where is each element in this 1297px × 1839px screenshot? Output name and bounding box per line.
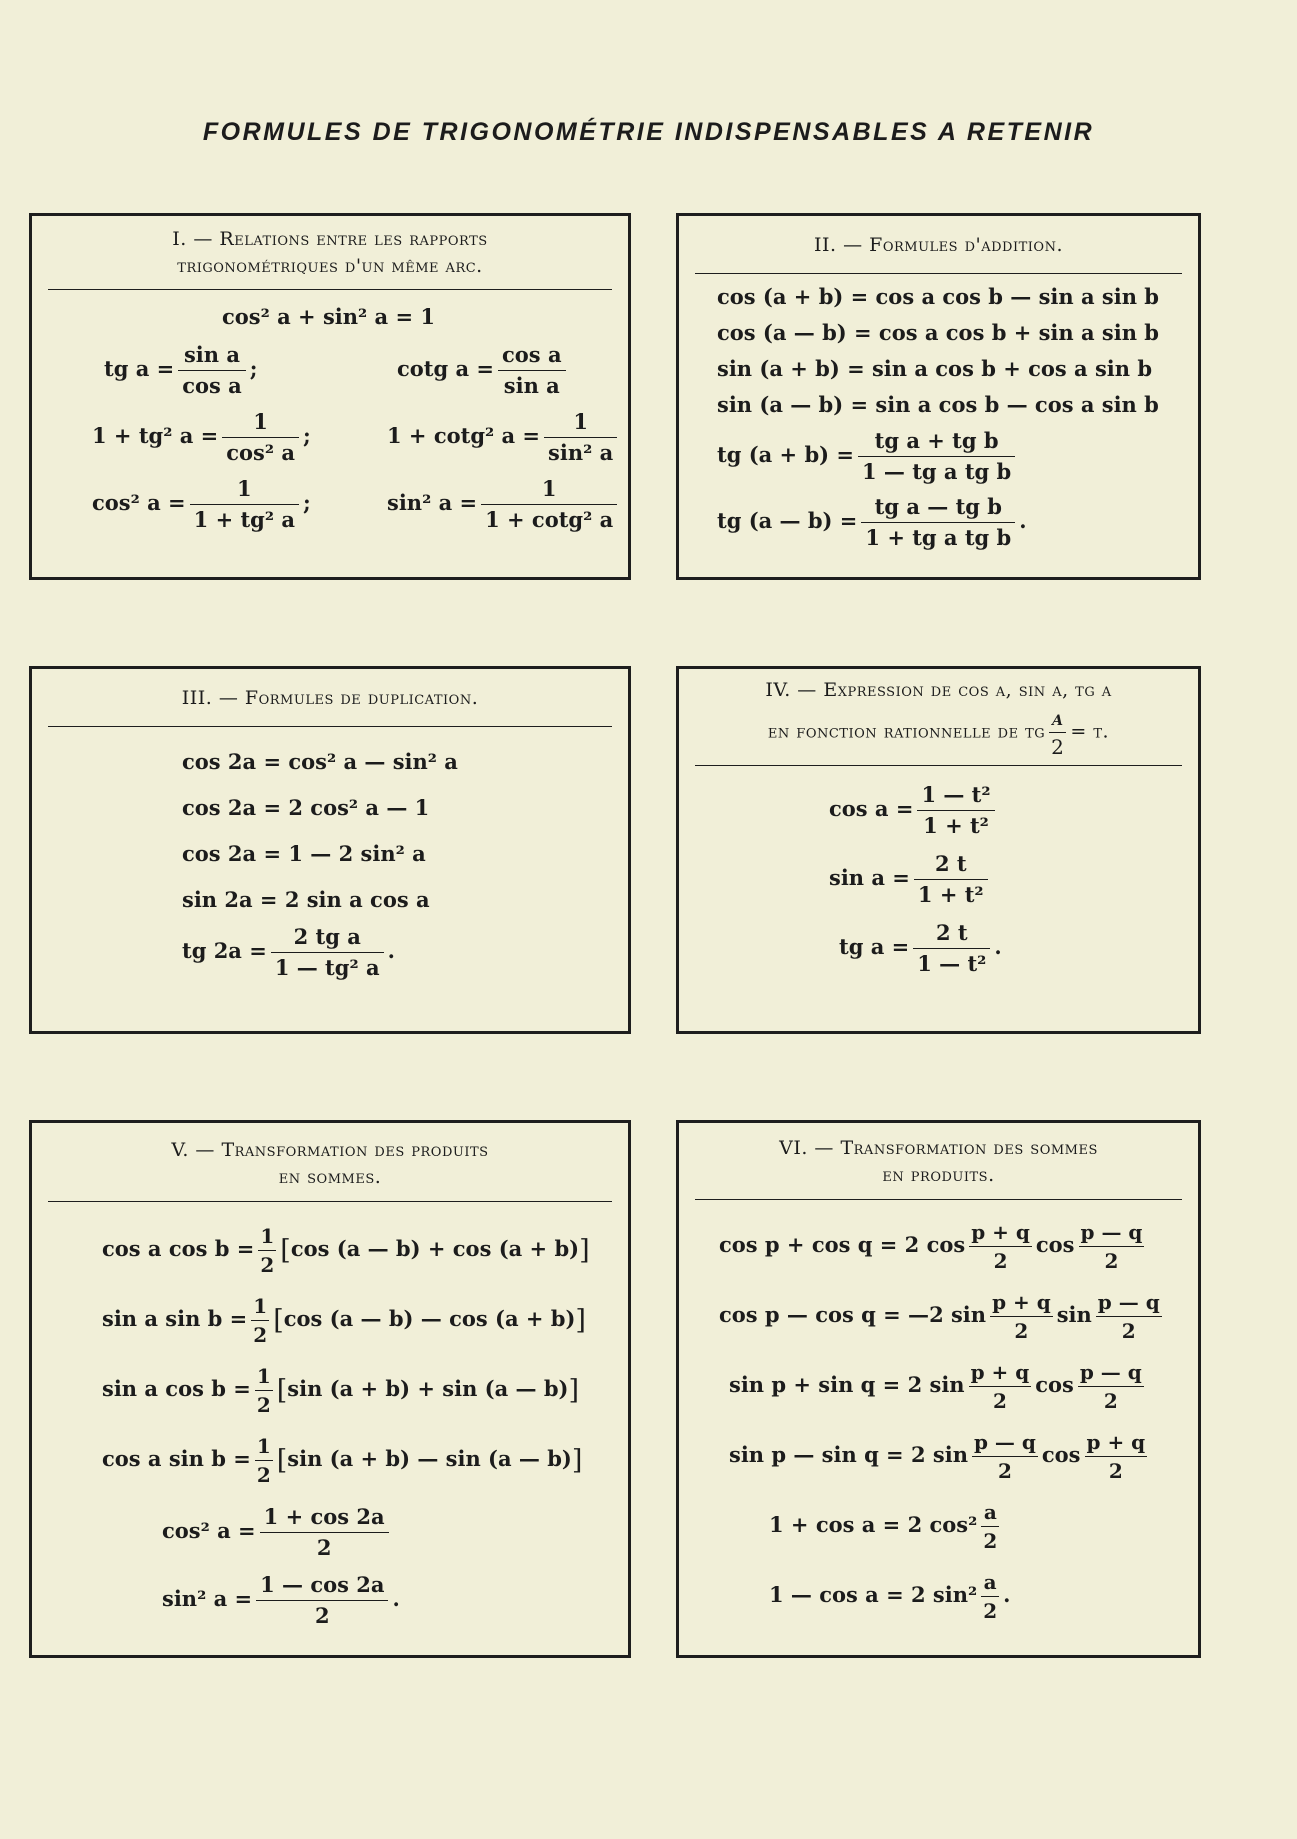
box-heading: II. — Formules d'addition.	[695, 216, 1182, 274]
formula: cos a = $\frac{\text{1 — t²}}{\text{1 + t²}}$	[829, 780, 999, 841]
formula: cos² a + sin² a = 1	[222, 304, 435, 329]
box-addition	[676, 213, 1201, 580]
formula: sin p + sin q = 2 sin $\frac{p + q}{2}$ cos $\frac{p — q}{2}$	[729, 1360, 1142, 1413]
heading-line: Relations entre les rapports	[219, 228, 488, 250]
formula: cos² a = $\frac{1 + \cos 2a}{2}$	[162, 1502, 393, 1563]
formula: sin² a = $\frac{1}{\text{1 + cotg² a}}$	[387, 474, 621, 535]
heading-line: Formules de duplication.	[244, 687, 479, 709]
formula: sin (a — b) = sin a cos b — cos a sin b	[717, 392, 1159, 417]
formula: tg a = $\frac{2 t}{\text{1 — t²}}$ .	[839, 918, 1002, 979]
formula: cos p + cos q = 2 cos $\frac{p + q}{2}$ cos $\frac{p — q}{2}$	[719, 1220, 1143, 1273]
formula: tg 2a = $\frac{\text{2 tg a}}{\text{1 — tg² a}}$ .	[182, 922, 395, 983]
formula: cos a cos b = $\frac{1}{2}$ [cos (a — b) + cos (a + b)]	[102, 1224, 590, 1277]
box-products-to-sums	[29, 1120, 631, 1658]
formula: tg (a + b) = $\frac{\text{tg a + tg b}}{\text{1 — tg a tg b}}$	[717, 426, 1019, 487]
formula: 1 + cos a = 2 cos² $\frac{a}{2}$	[769, 1500, 998, 1553]
formula: 1 + cotg² a = $\frac{1}{\text{sin² a}}$	[387, 407, 621, 468]
heading-line: en fonction rationnelle de tg	[767, 720, 1046, 743]
heading-line: Transformation des produits	[221, 1139, 489, 1161]
formula: cos a sin b = $\frac{1}{2}$ [sin (a + b) — sin (a — b)]	[102, 1434, 583, 1487]
formula: sin a = $\frac{2 t}{\text{1 + t²}}$	[829, 849, 992, 910]
heading-line: en produits.	[882, 1164, 995, 1186]
formula: cos p — cos q = —2 sin $\frac{p + q}{2}$ sin $\frac{p — q}{2}$	[719, 1290, 1160, 1343]
formula: cos 2a = cos² a — sin² a	[182, 749, 458, 774]
formula: tg a = $\frac{\text{sin a}}{\text{cos a}}$ ;	[104, 340, 258, 401]
box-heading: VI. — Transformation des sommes en produits.	[695, 1123, 1182, 1200]
formula: sin p — sin q = 2 sin $\frac{p — q}{2}$ cos $\frac{p + q}{2}$	[729, 1430, 1146, 1483]
page-title: FORMULES DE TRIGONOMÉTRIE INDISPENSABLES A RETENIR	[202, 118, 1095, 146]
heading-line: Transformation des sommes	[840, 1137, 1098, 1159]
formula: sin a sin b = $\frac{1}{2}$ [cos (a — b) — cos (a + b)]	[102, 1294, 586, 1347]
formula: cos² a = $\frac{1}{\text{1 + tg² a}}$ ;	[92, 474, 311, 535]
box-heading: I. — Relations entre les rapports trigonométriques d'un même arc.	[48, 216, 612, 290]
heading-line: Expression de cos a, sin a, tg a	[823, 679, 1112, 701]
formula: cotg a = $\frac{\text{cos a}}{\text{sin a}}$	[397, 340, 570, 401]
formula: 1 — cos a = 2 sin² $\frac{a}{2}$ .	[769, 1570, 1011, 1623]
box-relations	[29, 213, 631, 580]
heading-line: Formules d'addition.	[869, 234, 1063, 256]
heading-line: trigonométriques d'un même arc.	[177, 255, 483, 277]
formula: sin² a = $\frac{1 — \cos 2a}{2}$ .	[162, 1570, 400, 1631]
formula: sin (a + b) = sin a cos b + cos a sin b	[717, 356, 1153, 381]
box-sums-to-products	[676, 1120, 1201, 1658]
formula: cos (a + b) = cos a cos b — sin a sin b	[717, 284, 1159, 309]
formula: sin a cos b = $\frac{1}{2}$ [sin (a + b) + sin (a — b)]	[102, 1364, 579, 1417]
formula: 1 + tg² a = $\frac{1}{\text{cos² a}}$ ;	[92, 407, 311, 468]
box-heading: IV. — Expression de cos a, sin a, tg a en fonction rationnelle de tg $\frac{a}{2}$ = t.	[695, 669, 1182, 766]
formula: cos 2a = 1 — 2 sin² a	[182, 841, 426, 866]
formula: cos (a — b) = cos a cos b + sin a sin b	[717, 320, 1159, 345]
box-duplication	[29, 666, 631, 1034]
formula: sin 2a = 2 sin a cos a	[182, 887, 430, 912]
box-heading: V. — Transformation des produits en sommes.	[48, 1123, 612, 1202]
formula: tg (a — b) = $\frac{\text{tg a — tg b}}{\text{1 + tg a tg b}}$ .	[717, 492, 1027, 553]
box-rational-expression	[676, 666, 1201, 1034]
formula: cos 2a = 2 cos² a — 1	[182, 795, 430, 820]
box-heading: III. — Formules de duplication.	[48, 669, 612, 727]
heading-line: en sommes.	[278, 1166, 382, 1188]
